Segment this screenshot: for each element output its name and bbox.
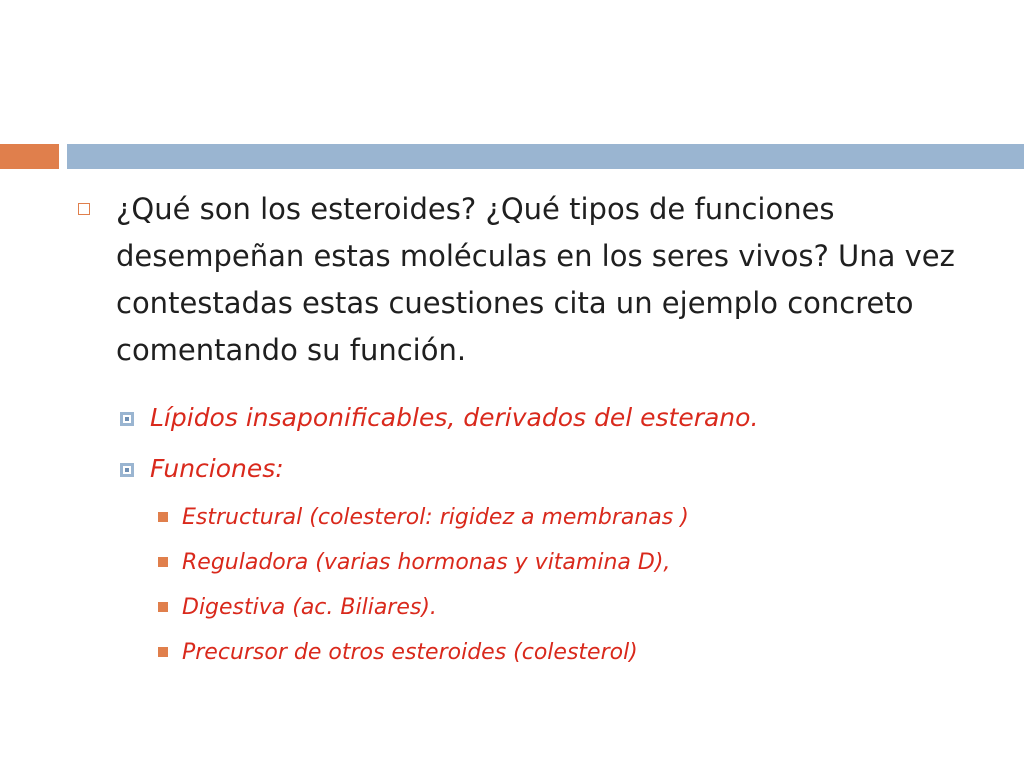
function-text: Reguladora (varias hormonas y vitamina D), bbox=[182, 550, 671, 575]
function-item bbox=[158, 501, 998, 535]
function-item bbox=[158, 591, 998, 625]
function-item bbox=[158, 546, 998, 580]
answer-item bbox=[120, 398, 1000, 438]
header-accent-blue bbox=[67, 144, 1024, 169]
answer-item bbox=[120, 449, 1000, 489]
filled-square-bullet-icon bbox=[158, 602, 168, 612]
header-accent-orange bbox=[0, 144, 59, 169]
function-text: Precursor de otros esteroides (colesterol) bbox=[182, 640, 638, 665]
answer-text: Funciones: bbox=[150, 454, 284, 483]
framed-square-bullet-icon bbox=[120, 463, 134, 477]
filled-square-bullet-icon bbox=[158, 512, 168, 522]
filled-square-bullet-icon bbox=[158, 647, 168, 657]
filled-square-bullet-icon bbox=[158, 557, 168, 567]
function-item bbox=[158, 636, 998, 670]
hollow-square-bullet-icon bbox=[78, 203, 90, 215]
answer-text: Lípidos insaponificables, derivados del esterano. bbox=[150, 403, 759, 432]
function-text: Estructural (colesterol: rigidez a membranas ) bbox=[182, 505, 689, 530]
framed-square-bullet-icon bbox=[120, 412, 134, 426]
function-text: Digestiva (ac. Biliares). bbox=[182, 595, 437, 620]
question-text: ¿Qué son los esteroides? ¿Qué tipos de funciones desempeñan estas moléculas en los seres vivos? Una vez contestadas estas cuestiones cita un ejemplo concreto comentando su función. bbox=[116, 192, 955, 367]
